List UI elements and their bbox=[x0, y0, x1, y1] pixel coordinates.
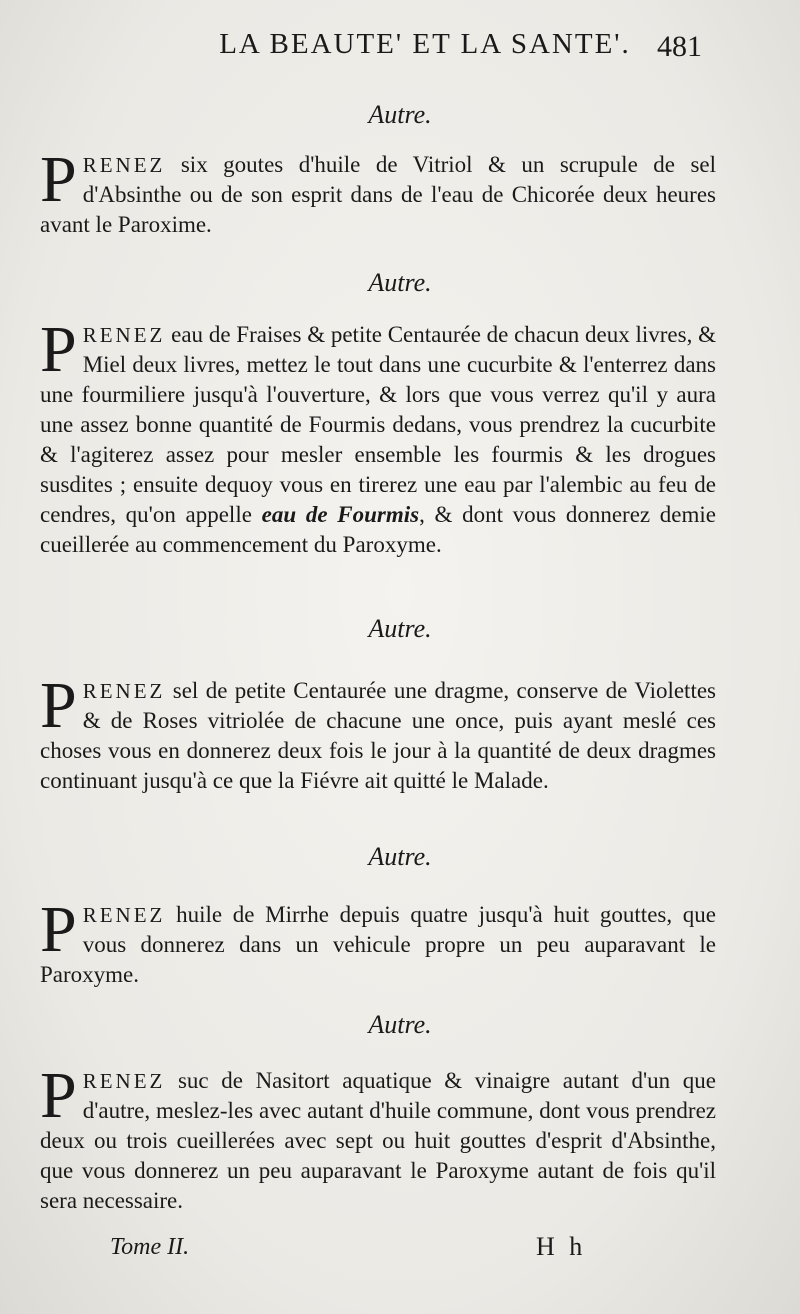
recipe-paragraph bbox=[40, 143, 716, 240]
small-caps-word: RENEZ bbox=[82, 903, 166, 927]
signature-mark: H h bbox=[536, 1232, 587, 1261]
section-heading: Autre. bbox=[368, 1010, 432, 1039]
small-caps-word: RENEZ bbox=[82, 1069, 166, 1093]
small-caps-word: RENEZ bbox=[82, 323, 166, 347]
section-heading: Autre. bbox=[368, 268, 432, 297]
running-title: LA BEAUTE' ET LA SANTE'. bbox=[219, 28, 631, 60]
drop-cap: P bbox=[40, 313, 77, 386]
page-number: 481 bbox=[657, 30, 702, 63]
section-heading: Autre. bbox=[368, 614, 432, 643]
recipe-paragraph bbox=[40, 313, 717, 560]
paragraph-text: sel de petite Centaurée une dragme, conserve de Violettes & de Roses vitriolée de chacune une once, puis ayant meslé ces choses vous en donnerez deux fois le jour à la quantité de deux dragmes continuant jusqu'à ce que la Fiévre ait quitté le Malade. bbox=[40, 678, 717, 793]
paragraph-text: eau de Fraises & petite Centaurée de chacun deux livres, & Miel deux livres, mettez le tout dans une cucurbite & l'enterrez dans une fourmiliere jusqu'à l'ouverture, & lors que vous verrez qu'il y aura une assez bonne quantité de Fourmis dedans, vous prendrez la cucurbite & l'agiterez assez pour mesler ensemble les fourmis & les drogues susdites ; ensuite dequoy vous en tirerez une eau par l'alembic au feu de cendres, qu'on appelle bbox=[40, 322, 716, 527]
drop-cap: P bbox=[40, 669, 77, 742]
recipe-paragraph bbox=[40, 669, 717, 796]
section-heading: Autre. bbox=[368, 100, 432, 129]
recipe-paragraph bbox=[40, 893, 717, 990]
recipe-paragraph bbox=[40, 1059, 717, 1216]
small-caps-word: RENEZ bbox=[82, 153, 166, 177]
small-caps-word: RENEZ bbox=[82, 679, 166, 703]
italic-term: eau de Fourmis bbox=[261, 502, 420, 527]
paragraph-text: six goutes d'huile de Vitriol & un scrupule de sel d'Absinthe ou de son esprit dans de l'eau de Chicorée deux heures avant le Paroxime. bbox=[40, 152, 716, 237]
drop-cap: P bbox=[40, 893, 77, 966]
drop-cap: P bbox=[40, 1059, 77, 1132]
paragraph-text: huile de Mirrhe depuis quatre jusqu'à huit gouttes, que vous donnerez dans un vehicule propre un peu auparavant le Paroxyme. bbox=[40, 902, 717, 987]
volume-label: Tome II. bbox=[110, 1234, 190, 1260]
section-heading: Autre. bbox=[368, 842, 432, 871]
drop-cap: P bbox=[40, 143, 77, 216]
paragraph-text: suc de Nasitort aquatique & vinaigre autant d'un que d'autre, meslez-les avec autant d'huile commune, dont vous prendrez deux ou trois cueillerées avec sept ou huit gouttes d'esprit d'Absinthe, que vous donnerez un peu auparavant le Paroxyme autant de fois qu'il sera necessaire. bbox=[40, 1068, 717, 1213]
paragraph-text-end: , & dont vous donnerez demie cueillerée au commencement du Paroxyme. bbox=[40, 502, 717, 557]
